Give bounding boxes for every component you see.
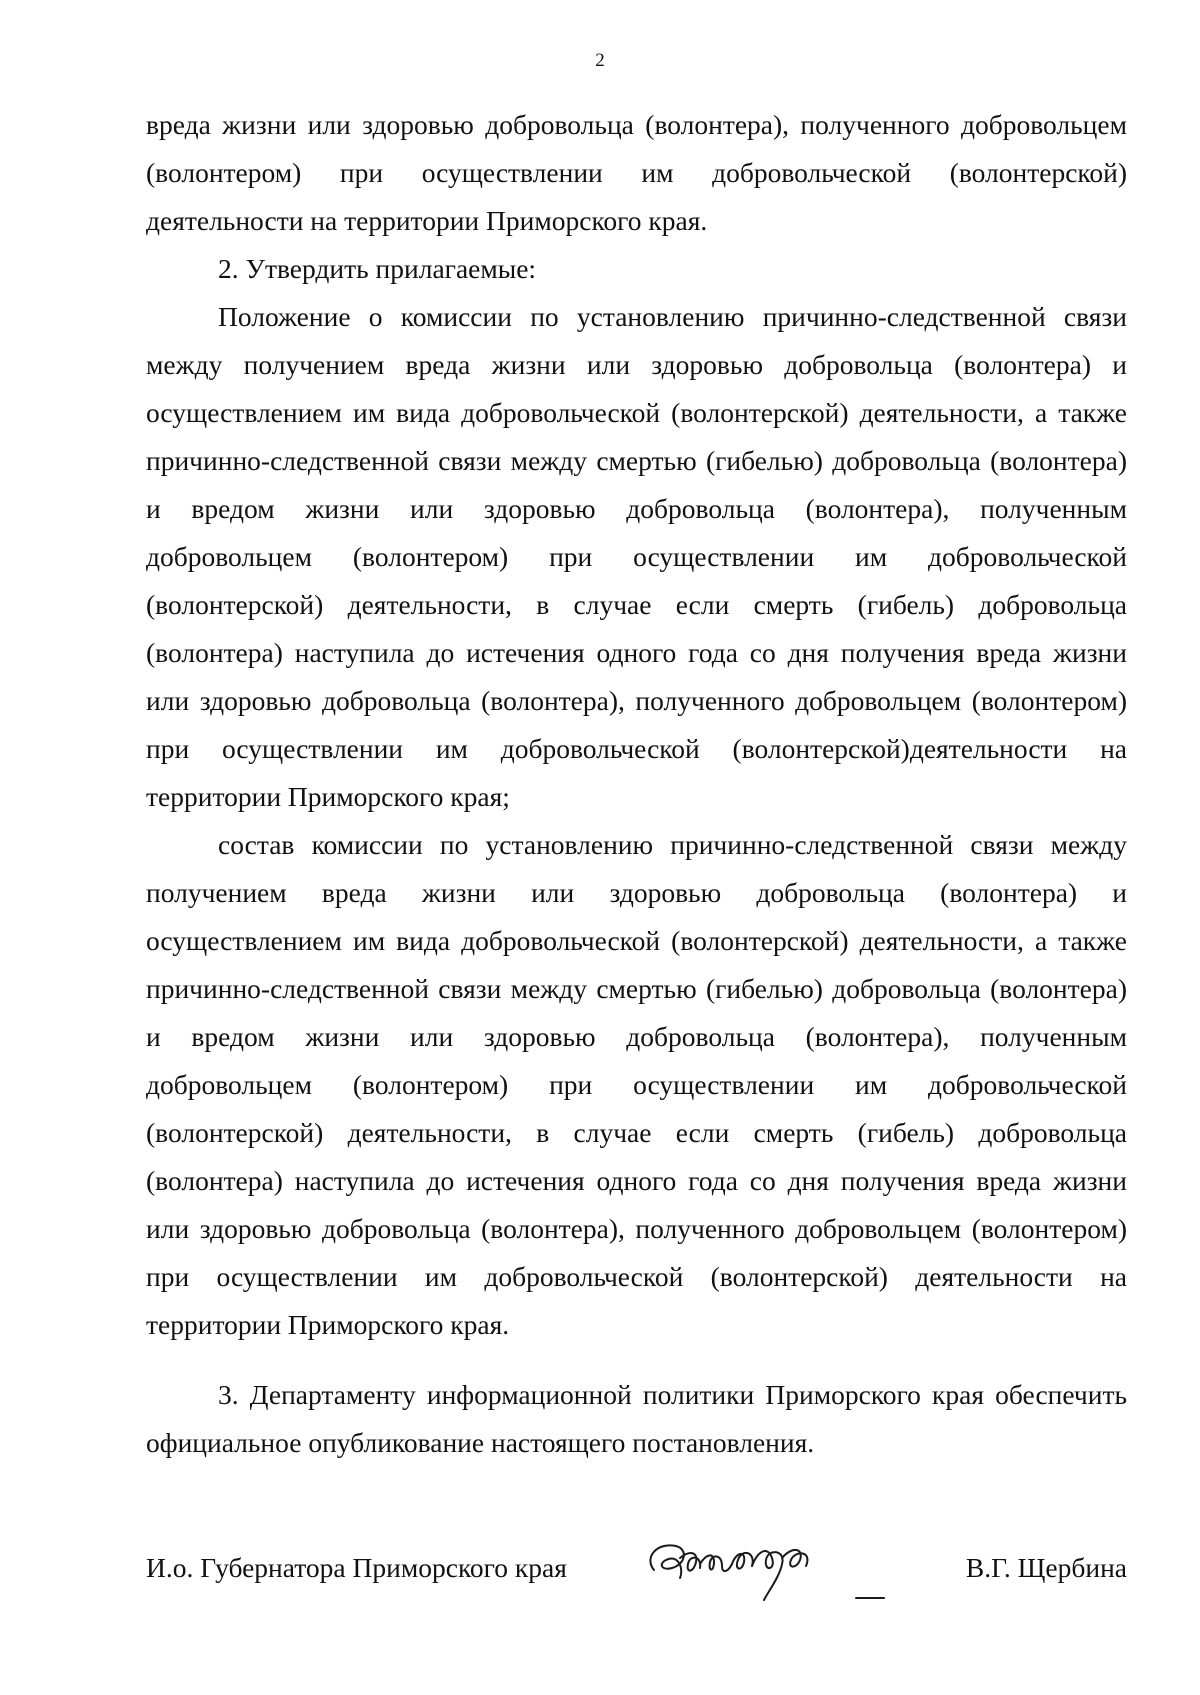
handwritten-signature: [636, 1528, 916, 1608]
signature-block: [146, 1540, 1127, 1600]
paragraph-continuation: вреда жизни или здоровью добровольца (волонтера), полученного добровольцем (волонтером) при осуществлении им добровольческой (волонтерской) деятельности на территории Приморского края.: [146, 109, 1127, 236]
paragraph-item-3: 3. Департаменту информационной политики Приморского края обеспечить официальное опубликование настоящего постановления.: [146, 1379, 1127, 1458]
paragraph-commission-composition: состав комиссии по установлению причинно-следственной связи между получением вреда жизни или здоровью добровольца (волонтера) и осуществлением им вида добровольческой (волонтерской) деятельности, а также причинно-следственной связи между смертью (гибелью) добровольца (волонтера) и вредом жизни или здоровью добровольца (волонтера), полученным добровольцем (волонтером) при осуществлении им добровольческой (волонтерской) деятельности, в случае если смерть (гибель) добровольца (волонтера) наступила до истечения одного года со дня получения вреда жизни или здоровью добровольца (волонтера), полученного добровольцем (волонтером) при осуществлении им добровольческой (волонтерской) деятельности на территории Приморского края.: [146, 829, 1127, 1340]
document-body: [146, 101, 1127, 1467]
signatory-name: В.Г. Щербина: [965, 1552, 1127, 1583]
paragraph-regulation: Положение о комиссии по установлению причинно-следственной связи между получением вреда жизни или здоровью добровольца (волонтера) и осуществлением им вида добровольческой (волонтерской) деятельности, а также причинно-следственной связи между смертью (гибелью) добровольца (волонтера) и вредом жизни или здоровью добровольца (волонтера), полученным добровольцем (волонтером) при осуществлении им добровольческой (волонтерской) деятельности, в случае если смерть (гибель) добровольца (волонтера) наступила до истечения одного года со дня получения вреда жизни или здоровью добровольца (волонтера), полученного добровольцем (волонтером) при осуществлении им добровольческой (волонтерской)деятельности на территории Приморского края;: [146, 301, 1127, 812]
signatory-position: И.о. Губернатора Приморского края: [146, 1552, 567, 1583]
paragraph-item-2: 2. Утвердить прилагаемые:: [218, 253, 537, 284]
page-number: 2: [595, 50, 605, 71]
